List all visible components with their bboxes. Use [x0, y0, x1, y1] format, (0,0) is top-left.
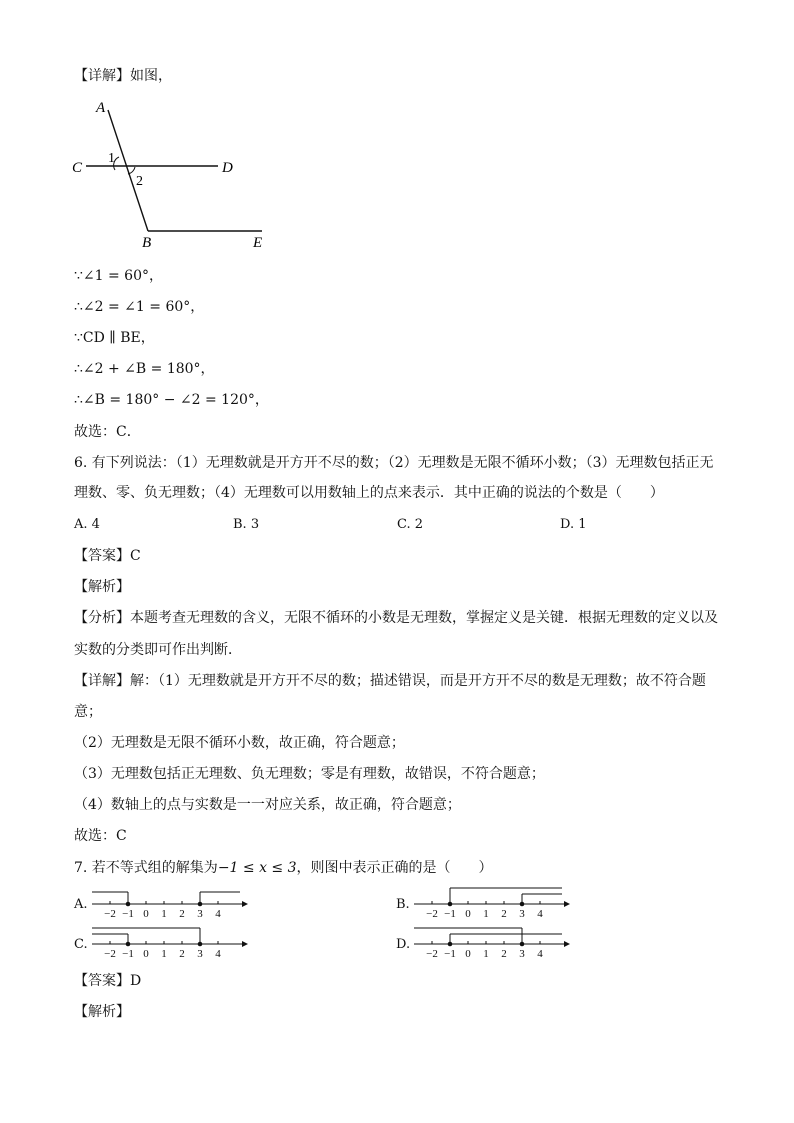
- q7-stem-math: −1 ≤ x ≤ 3: [217, 860, 297, 876]
- q6-detail-line3: （2）无理数是无限不循环小数，故正确，符合题意；: [74, 735, 405, 751]
- axis-arrow: [242, 901, 248, 907]
- q6-option-b: B. 3: [233, 517, 260, 532]
- number-line-b: [414, 884, 572, 918]
- angle-1-label: 1: [108, 151, 115, 166]
- q6-analysis-line2: 实数的分类即可作出判断．: [74, 642, 242, 658]
- tick-label: 4: [537, 908, 543, 918]
- tick-label: 4: [537, 948, 543, 958]
- step-5: ∴∠B = 180° − ∠2 = 120°，: [74, 392, 269, 408]
- step-2: ∴∠2 = ∠1 = 60°，: [74, 299, 205, 315]
- q6-stem-line1: 6. 有下列说法：（1）无理数就是开方开不尽的数；（2）无理数是无限不循环小数；（3）无理数包括正无: [74, 455, 714, 471]
- q7-option-b-label: B.: [396, 897, 410, 912]
- solid-dot: [448, 942, 453, 947]
- solid-dot: [448, 902, 453, 907]
- label-A: A: [96, 100, 106, 116]
- step-choose: 故选：C．: [74, 424, 141, 440]
- tick-label: 3: [519, 908, 525, 918]
- q7-jiexi: 【解析】: [74, 1004, 130, 1020]
- q7-stem-prefix: 7. 若不等式组的解集为: [74, 860, 218, 876]
- detail-heading: 【详解】如图，: [74, 68, 172, 84]
- q6-analysis-line1: 【分析】本题考查无理数的含义，无限不循环的小数是无理数，掌握定义是关键．根据无理数的定义以及: [74, 610, 718, 626]
- tick-label: 2: [179, 908, 185, 918]
- q6-detail-line2: 意；: [74, 704, 102, 720]
- q6-stem-line2: 理数、零、负无理数；（4）无理数可以用数轴上的点来表示．其中正确的说法的个数是（ ）: [74, 485, 664, 501]
- q6-choose: 故选：C: [74, 828, 127, 844]
- q7-answer: 【答案】D: [74, 973, 142, 989]
- tick-label: −2: [426, 948, 438, 958]
- solid-dot: [520, 902, 525, 907]
- tick-label: 3: [197, 948, 203, 958]
- q7-option-a-label: A.: [74, 897, 88, 912]
- label-B: B: [142, 235, 152, 251]
- q6-detail-line4: （3）无理数包括正无理数、负无理数；零是有理数，故错误，不符合题意；: [74, 766, 545, 782]
- axis-arrow: [564, 941, 570, 947]
- tick-label: −2: [104, 908, 116, 918]
- solid-dot: [126, 942, 131, 947]
- solid-dot: [198, 902, 203, 907]
- solid-dot: [520, 942, 525, 947]
- axis-arrow: [242, 941, 248, 947]
- tick-label: 0: [465, 948, 471, 958]
- tick-label: 0: [143, 908, 149, 918]
- tick-label: 1: [483, 948, 489, 958]
- tick-label: −2: [104, 948, 116, 958]
- tick-label: 0: [143, 948, 149, 958]
- step-1: ∵∠1 = 60°，: [74, 268, 163, 284]
- q6-jiexi: 【解析】: [74, 579, 130, 595]
- tick-label: −2: [426, 908, 438, 918]
- q6-answer: 【答案】C: [74, 548, 141, 564]
- number-line-a: [92, 884, 250, 918]
- label-D: D: [222, 160, 233, 176]
- tick-label: −1: [122, 948, 134, 958]
- step-3: ∵CD ∥ BE，: [74, 330, 155, 346]
- q7-option-c-label: C.: [74, 937, 88, 952]
- tick-label: −1: [122, 908, 134, 918]
- q6-option-a: A. 4: [74, 517, 100, 532]
- q6-detail-line1: 【详解】解：（1）无理数就是开方开不尽的数；描述错误，而是开方开不尽的数是无理数；故不符合题: [74, 673, 706, 689]
- q6-option-d: D. 1: [560, 517, 587, 532]
- number-line-c: [92, 924, 250, 958]
- label-E: E: [253, 235, 263, 251]
- solid-dot: [198, 942, 203, 947]
- q7-stem-suffix: ，则图中表示正确的是（ ）: [296, 860, 493, 876]
- tick-label: 2: [179, 948, 185, 958]
- tick-label: 1: [161, 908, 167, 918]
- label-C: C: [72, 160, 83, 176]
- axis-arrow: [564, 901, 570, 907]
- tick-label: 4: [215, 908, 221, 918]
- tick-label: −1: [444, 948, 456, 958]
- tick-label: 0: [465, 908, 471, 918]
- step-4: ∴∠2 + ∠B = 180°，: [74, 361, 215, 377]
- tick-label: 2: [501, 908, 507, 918]
- q6-option-c: C. 2: [397, 517, 424, 532]
- tick-label: 4: [215, 948, 221, 958]
- tick-label: 1: [161, 948, 167, 958]
- geometry-figure: [70, 96, 280, 251]
- angle-2-label: 2: [136, 174, 143, 189]
- tick-label: 1: [483, 908, 489, 918]
- tick-label: 2: [501, 948, 507, 958]
- q7-option-d-label: D.: [396, 937, 411, 952]
- solid-dot: [126, 902, 131, 907]
- tick-label: 3: [519, 948, 525, 958]
- q7-stem: [74, 858, 493, 878]
- number-line-d: [414, 924, 572, 958]
- tick-label: −1: [444, 908, 456, 918]
- tick-label: 3: [197, 908, 203, 918]
- q6-detail-line5: （4）数轴上的点与实数是一一对应关系，故正确，符合题意；: [74, 797, 461, 813]
